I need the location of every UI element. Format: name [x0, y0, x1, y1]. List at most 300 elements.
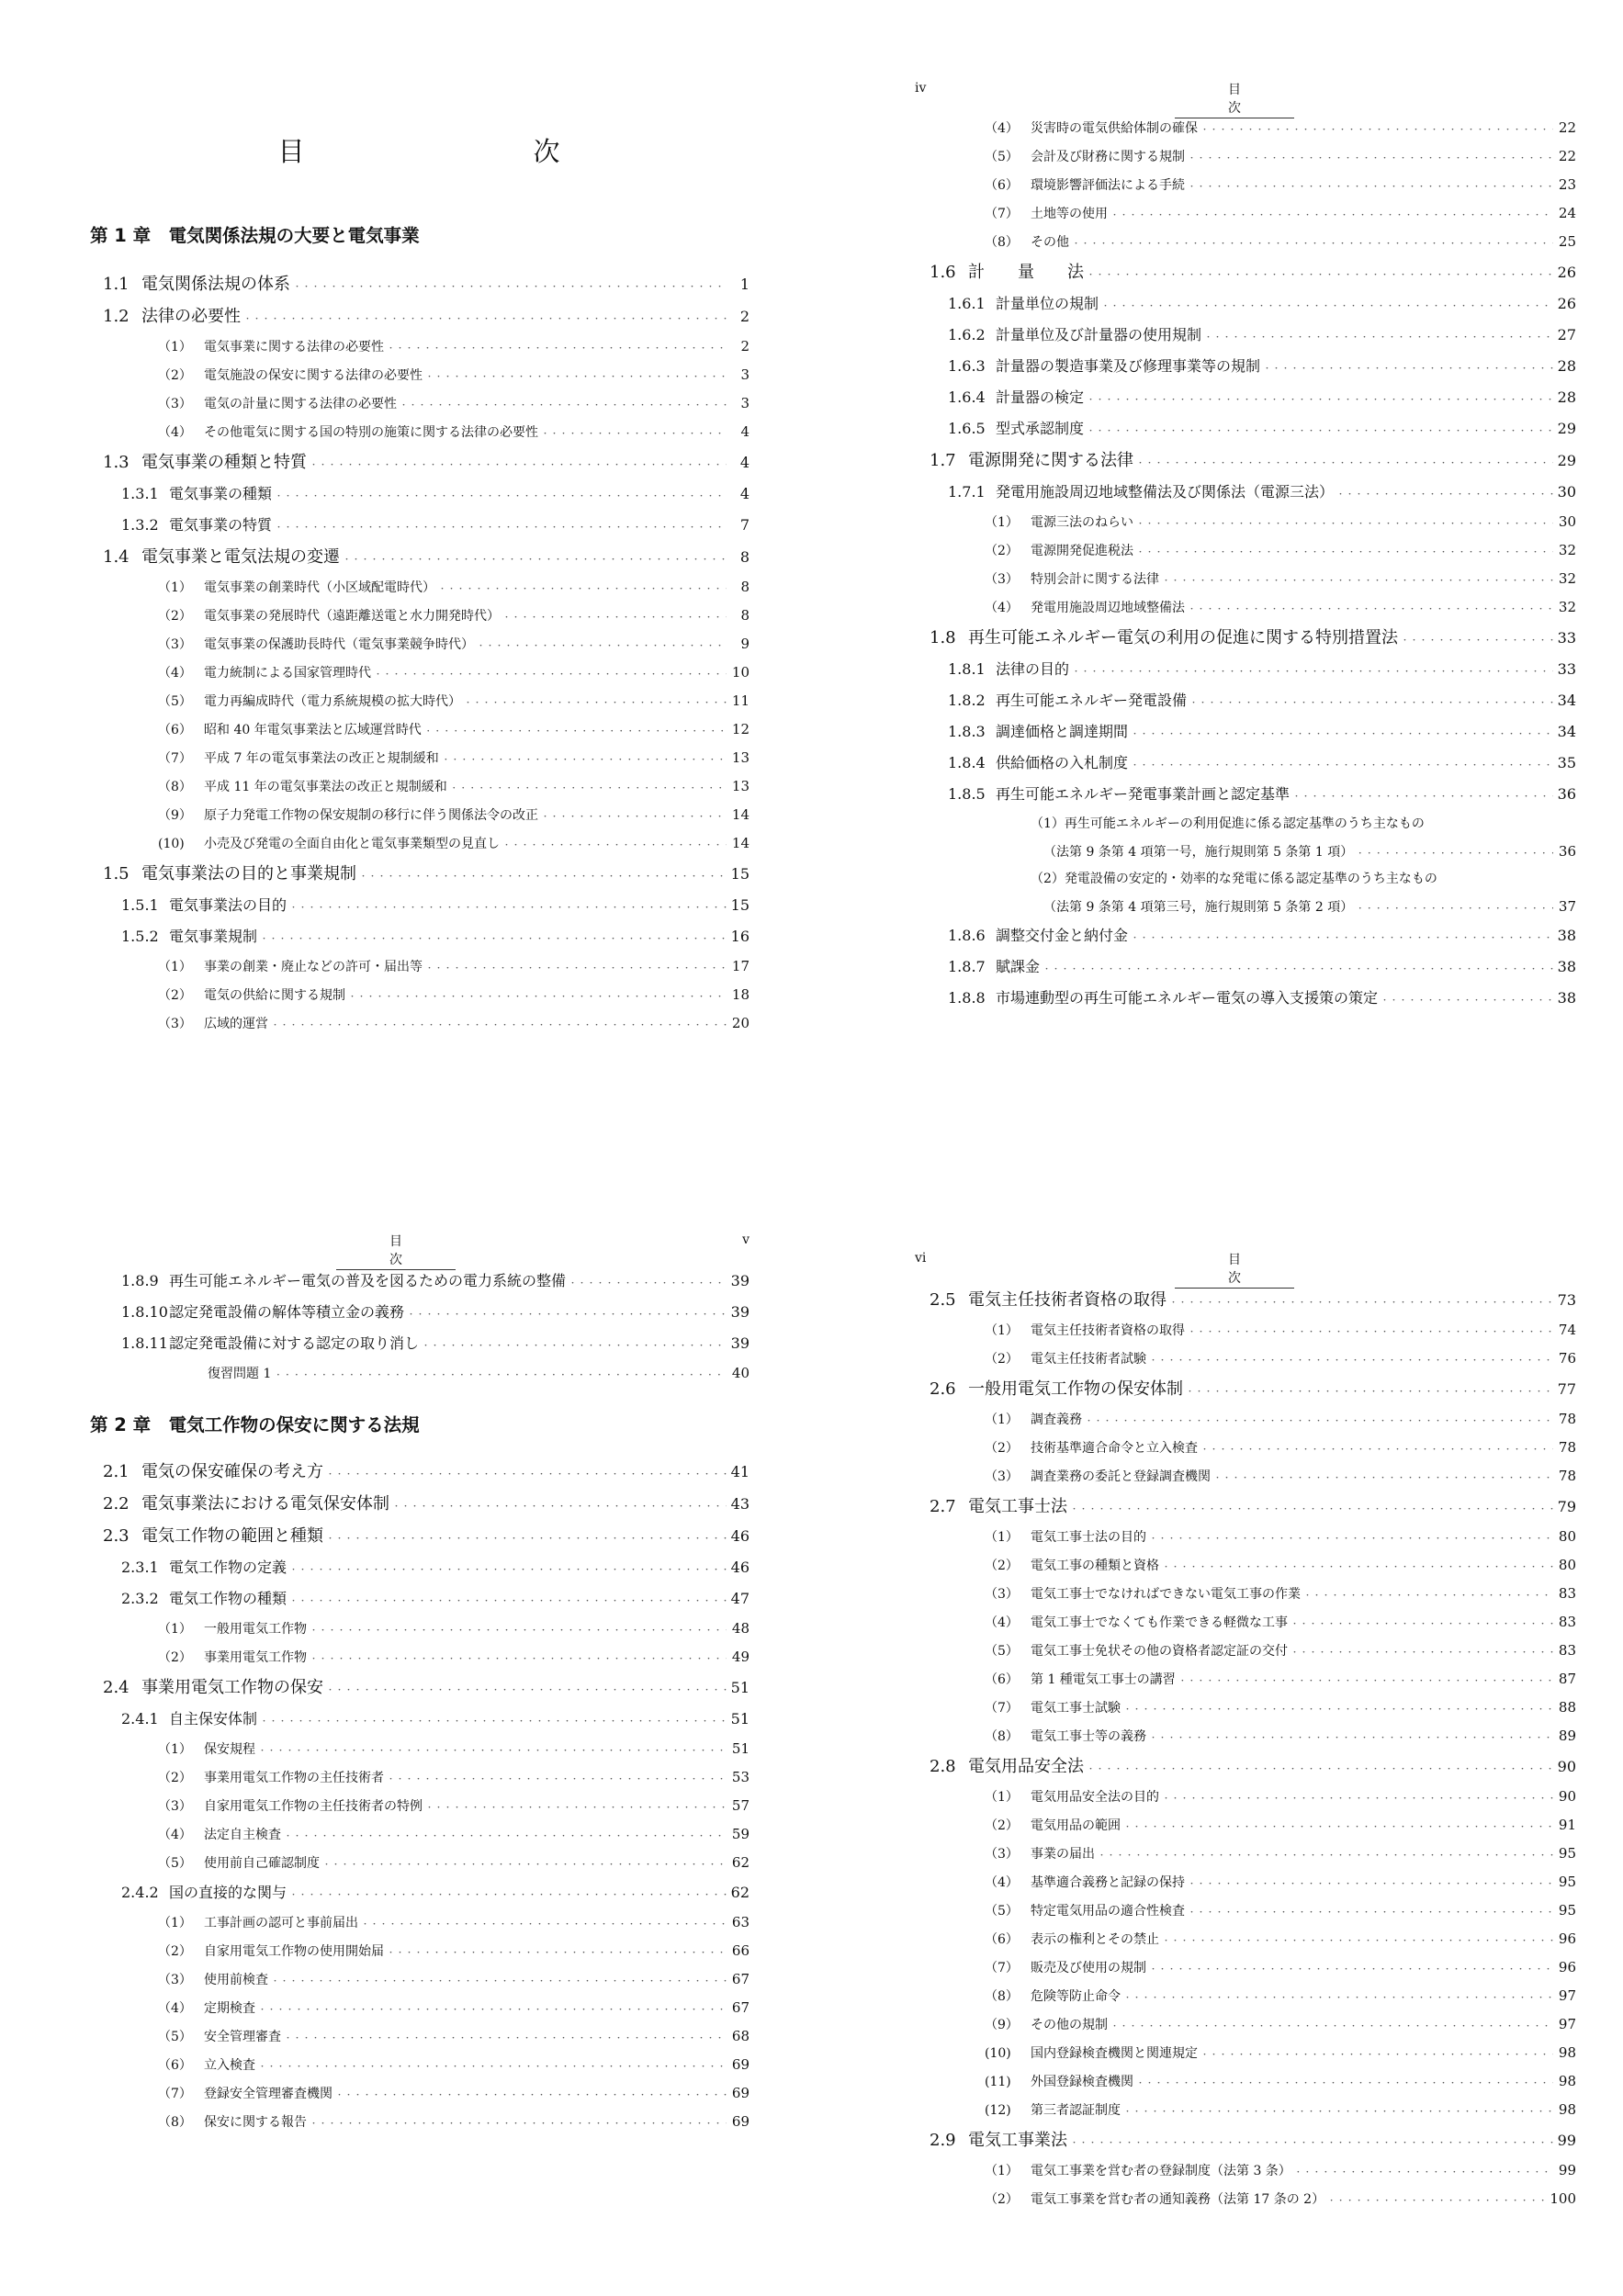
toc-entry-title: 再生可能エネルギーの利用促進に係る認定基準のうち主なもの	[1064, 816, 1425, 831]
toc-entry-page: 17	[731, 958, 750, 974]
toc-list	[88, 268, 750, 1038]
toc-entry-page: 12	[731, 721, 750, 737]
toc-entry-title: 販売及び使用の規制	[1031, 1961, 1146, 1975]
page-number: iv	[915, 81, 927, 96]
toc-entry-title: 法定自主検査	[204, 1828, 281, 1842]
toc-entry-page: 36	[1558, 843, 1576, 860]
toc-entry-label	[158, 2052, 255, 2080]
toc-entry-label	[948, 951, 1040, 983]
toc-entry-page: 16	[730, 928, 750, 945]
toc-entry-label	[1043, 838, 1353, 866]
toc-entry-label	[985, 566, 1159, 594]
dot-leader	[293, 268, 727, 304]
dot-leader	[502, 602, 727, 633]
toc-entry	[88, 1735, 750, 1763]
toc-entry-title: 調査業務の委託と登録調査機関	[1031, 1469, 1211, 1484]
toc-entry-page: 26	[1557, 295, 1576, 312]
toc-entry-page: 68	[731, 2028, 750, 2044]
toc-entry-label	[985, 1638, 1288, 1666]
toc-entry-label	[121, 890, 287, 921]
toc-entry	[915, 779, 1576, 810]
toc-entry-page: 40	[731, 1365, 750, 1381]
toc-entry	[915, 445, 1576, 477]
toc-entry-title: 電気工事士法	[968, 1497, 1067, 1516]
toc-entry-title: 再生可能エネルギー発電事業計画と認定基準	[996, 785, 1291, 803]
toc-entry-number: （6）	[985, 1672, 1019, 1687]
toc-entry-page: 1	[739, 276, 750, 293]
toc-entry	[915, 810, 1576, 838]
toc-entry-number: （8）	[158, 2115, 192, 2130]
toc-entry-title: 電気用品安全法	[968, 1757, 1084, 1776]
toc-entry-title: 保安規程	[204, 1742, 255, 1757]
toc-entry-label	[103, 858, 356, 890]
toc-entry-number: （4）	[985, 1615, 1019, 1630]
toc-entry-page: 25	[1558, 233, 1576, 250]
toc-entry-label	[158, 2080, 332, 2109]
dot-leader	[326, 1520, 727, 1556]
toc-entry-title: 工事計画の認可と事前届出	[204, 1916, 358, 1930]
toc-entry	[88, 1643, 750, 1671]
dot-leader	[1169, 1284, 1553, 1320]
dot-leader	[348, 982, 727, 1012]
toc-entry-label	[985, 200, 1108, 229]
toc-entry-number: （4）	[985, 601, 1019, 615]
toc-entry	[915, 171, 1576, 199]
toc-entry-number: 2.8	[930, 1757, 956, 1776]
toc-list	[88, 1266, 750, 1388]
toc-entry-label	[985, 594, 1185, 623]
dot-leader	[1123, 2097, 1553, 2127]
toc-entry-number: （5）	[985, 1644, 1019, 1659]
toc-entry-number: 1.7	[930, 451, 956, 470]
toc-entry-title: 登録安全管理審査機関	[204, 2087, 332, 2101]
toc-entry-title: 電気事業と電気法規の変遷	[141, 547, 340, 567]
toc-entry-number: 2.4.1	[121, 1710, 159, 1728]
toc-entry-number: （7）	[158, 2087, 192, 2101]
toc-entry-label	[103, 1520, 323, 1552]
dot-leader	[1123, 1694, 1553, 1725]
toc-entry-label	[103, 446, 307, 478]
toc-entry-title: 一般用電気工作物の保安体制	[968, 1379, 1183, 1399]
toc-entry-page: 89	[1558, 1728, 1576, 1744]
toc-entry-title: 調査義務	[1031, 1412, 1082, 1427]
toc-entry	[88, 478, 750, 510]
toc-entry-page: 34	[1557, 692, 1576, 709]
toc-entry-title: 事業用電気工作物	[204, 1650, 307, 1665]
toc-entry	[88, 1615, 750, 1643]
toc-entry-label	[103, 1488, 389, 1520]
toc-entry	[915, 382, 1576, 413]
toc-list	[915, 114, 1576, 1014]
toc-entry	[915, 1405, 1576, 1434]
toc-entry-number: （3）	[158, 397, 192, 411]
toc-entry	[88, 573, 750, 602]
toc-entry-number: （5）	[158, 1856, 192, 1871]
toc-entry	[915, 228, 1576, 256]
toc-entry	[915, 256, 1576, 288]
toc-entry-number: 1.5.2	[121, 928, 159, 945]
toc-entry-page: 11	[731, 692, 750, 709]
toc-entry-page: 69	[731, 2113, 750, 2130]
running-header	[88, 1232, 750, 1267]
toc-entry-number: 2.2	[103, 1494, 130, 1514]
toc-entry-page: 13	[731, 778, 750, 794]
toc-entry-title: 基準適合義務と記録の保持	[1031, 1875, 1185, 1890]
toc-entry-number: （2）	[158, 609, 192, 624]
toc-entry	[915, 1580, 1576, 1608]
toc-entry-page: 32	[1558, 570, 1576, 587]
toc-entry-label	[985, 1317, 1185, 1345]
toc-entry	[88, 300, 750, 332]
toc-entry-page: 32	[1558, 599, 1576, 615]
toc-entry-number: 1.8	[930, 628, 956, 647]
toc-entry	[88, 1965, 750, 1994]
toc-entry-label	[930, 1750, 1084, 1783]
toc-entry-page: 98	[1558, 2044, 1576, 2061]
toc-entry-page: 3	[740, 395, 750, 411]
toc-entry-page: 83	[1558, 1642, 1576, 1659]
toc-entry-title: 電気主任技術者資格の取得	[968, 1290, 1167, 1310]
toc-entry-title: 計量器の検定	[996, 388, 1085, 406]
toc-entry-label	[158, 1736, 255, 1764]
dot-leader	[1162, 1784, 1553, 1814]
toc-entry-number: （1）	[158, 580, 192, 595]
toc-entry-number: (12)	[985, 2103, 1011, 2118]
toc-entry-number: 2.3	[103, 1526, 130, 1546]
toc-entry-title: 電気工事業法	[968, 2131, 1067, 2150]
dot-leader	[1123, 1812, 1553, 1842]
toc-entry-label	[948, 983, 1378, 1014]
toc-entry-number: （3）	[158, 1017, 192, 1031]
toc-entry-title: 電気工作物の定義	[169, 1559, 287, 1576]
toc-entry	[915, 413, 1576, 445]
toc-entry-title: 電源開発に関する法律	[968, 451, 1133, 470]
toc-entry-label	[158, 688, 461, 716]
toc-page-4	[915, 1251, 1576, 2213]
toc-entry-number: （7）	[985, 1961, 1019, 1975]
toc-entry-number: 1.8.10	[121, 1303, 168, 1321]
toc-entry-number: （6）	[158, 2058, 192, 2073]
toc-entry-page: 32	[1558, 542, 1576, 558]
toc-entry-title: （法第 9 条第 4 項第三号，施行規則第 5 条第 2 項）	[1043, 900, 1354, 915]
toc-entry-label	[985, 509, 1133, 537]
toc-entry-title: 電気主任技術者試験	[1031, 1352, 1146, 1367]
toc-entry-number: 1.8.5	[948, 785, 986, 803]
toc-entry-number: 1.8.8	[948, 989, 986, 1007]
dot-leader	[392, 1488, 727, 1524]
toc-entry-number: （2）	[158, 1650, 192, 1665]
dot-leader	[1110, 2011, 1553, 2042]
toc-entry-page: 4	[739, 485, 750, 502]
toc-entry-title: 事業の創業・廃止などの許可・届出等	[204, 960, 423, 974]
toc-entry	[915, 2185, 1576, 2213]
dot-leader	[258, 1736, 727, 1766]
dot-leader	[1200, 1435, 1553, 1465]
toc-entry-page: 62	[730, 1884, 750, 1901]
toc-entry-title: 再生可能エネルギー発電設備	[996, 692, 1188, 709]
dot-leader	[258, 1995, 727, 2025]
toc-entry	[88, 1456, 750, 1488]
toc-entry	[88, 332, 750, 361]
toc-entry-page: 87	[1558, 1671, 1576, 1687]
page-number: v	[742, 1232, 750, 1247]
toc-entry	[915, 1345, 1576, 1373]
dot-leader	[1098, 1840, 1553, 1871]
dot-leader	[400, 390, 727, 421]
toc-entry-number: （2）	[985, 1352, 1019, 1367]
toc-entry-page: 83	[1558, 1585, 1576, 1602]
toc-entry-title: 外国登録検査機関	[1031, 2075, 1133, 2089]
toc-entry	[88, 687, 750, 715]
toc-entry-label	[985, 2040, 1198, 2068]
toc-entry-number: （1）	[985, 2164, 1019, 2178]
toc-entry	[915, 1284, 1576, 1316]
toc-entry-title: 電気の供給に関する規制	[204, 988, 345, 1003]
dot-leader	[359, 858, 727, 894]
dot-leader	[1043, 951, 1553, 985]
toc-entry	[915, 2096, 1576, 2124]
toc-entry-label	[985, 1609, 1288, 1638]
dot-leader	[1131, 716, 1553, 750]
toc-entry	[88, 1583, 750, 1615]
toc-entry-page: 96	[1558, 1959, 1576, 1975]
toc-entry	[88, 602, 750, 630]
toc-entry-label	[948, 477, 1334, 508]
toc-entry-label	[985, 115, 1198, 143]
dot-leader	[425, 362, 727, 392]
dot-leader	[1204, 320, 1553, 354]
dot-leader	[1381, 983, 1553, 1017]
toc-entry-page: 100	[1550, 2190, 1576, 2207]
toc-entry-label	[158, 390, 397, 419]
toc-entry-page: 59	[731, 1826, 750, 1842]
toc-entry	[88, 981, 750, 1009]
dot-leader	[1188, 1869, 1553, 1899]
toc-entry-number: （2）	[158, 988, 192, 1003]
dot-leader	[502, 830, 727, 861]
toc-entry	[915, 1491, 1576, 1523]
toc-entry-label	[930, 1491, 1067, 1523]
toc-entry-page: 9	[740, 636, 750, 652]
toc-entry-label	[985, 1345, 1146, 1374]
header-title: 目 次	[1175, 1251, 1294, 1289]
toc-entry-title: 賦課金	[996, 958, 1041, 975]
toc-entry-number: 2.5	[930, 1290, 956, 1310]
toc-entry-page: 95	[1558, 1874, 1576, 1890]
toc-entry-page: 69	[731, 2056, 750, 2073]
toc-entry-number: （8）	[158, 780, 192, 794]
toc-entry-title: 災害時の電気供給体制の確保	[1031, 121, 1198, 136]
toc-entry-label	[930, 1373, 1183, 1405]
toc-entry-label	[121, 1704, 257, 1735]
toc-entry-number: （4）	[158, 1828, 192, 1842]
toc-entry-page: 98	[1558, 2101, 1576, 2118]
toc-entry-title: 電気事業法の目的	[169, 896, 287, 914]
toc-entry-label	[985, 1812, 1121, 1840]
toc-entry-page: 78	[1558, 1439, 1576, 1456]
toc-entry	[915, 1953, 1576, 1982]
toc-entry-page: 97	[1558, 1987, 1576, 2004]
toc-entry-title: 電力統制による国家管理時代	[204, 666, 371, 681]
toc-main-title: 目 次	[277, 136, 661, 167]
toc-entry-number: （2）	[985, 1441, 1019, 1456]
toc-entry-page: 4	[739, 454, 750, 471]
toc-entry-number: （4）	[985, 1875, 1019, 1890]
dot-leader	[1356, 894, 1553, 923]
toc-entry	[88, 510, 750, 541]
dot-leader	[438, 574, 727, 604]
toc-entry-label	[121, 921, 257, 952]
toc-entry-title: （法第 9 条第 4 項第一号，施行規則第 5 条第 1 項）	[1043, 845, 1354, 860]
toc-entry-number: （2）	[985, 2192, 1019, 2207]
toc-entry-number: （2）	[158, 1944, 192, 1959]
toc-entry-title: 供給価格の入札制度	[996, 754, 1129, 771]
toc-entry-title: 危険等防止命令	[1031, 1989, 1121, 2004]
toc-entry-label	[948, 920, 1128, 951]
toc-entry-page: 18	[731, 986, 750, 1003]
toc-entry-title: 定期検査	[204, 2001, 255, 2016]
toc-entry-page: 41	[730, 1463, 750, 1480]
dot-leader	[464, 688, 727, 718]
toc-entry-number: 1.8.1	[948, 660, 986, 678]
toc-entry-label	[985, 1463, 1211, 1491]
toc-entry-page: 80	[1558, 1557, 1576, 1573]
toc-entry-title: 平成 11 年の電気事業法の改正と規制緩和	[204, 780, 447, 794]
toc-entry-number: （1）	[158, 1916, 192, 1930]
dot-leader	[335, 2080, 727, 2110]
toc-entry	[915, 1637, 1576, 1665]
toc-entry-label	[985, 143, 1185, 172]
dot-leader	[1162, 1552, 1553, 1582]
toc-entry	[915, 1811, 1576, 1840]
toc-entry-title: 国内登録検査機関と関連規定	[1031, 2046, 1198, 2061]
toc-entry-label	[1031, 865, 1437, 893]
toc-entry-number: 1.8.6	[948, 927, 986, 944]
running-header	[915, 81, 1576, 116]
toc-entry	[88, 715, 750, 744]
toc-entry-label	[158, 1010, 268, 1039]
dot-leader	[1087, 256, 1553, 292]
toc-entry-label	[930, 1284, 1167, 1316]
toc-entry	[915, 1925, 1576, 1953]
toc-entry-title: 特別会計に関する法律	[1031, 572, 1159, 587]
toc-entry	[915, 2010, 1576, 2039]
toc-entry	[915, 983, 1576, 1014]
dot-leader	[374, 659, 727, 690]
toc-entry-title: 土地等の使用	[1031, 207, 1108, 221]
toc-entry-page: 2	[740, 338, 750, 355]
toc-entry	[88, 541, 750, 573]
toc-entry	[88, 829, 750, 858]
toc-entry	[88, 952, 750, 981]
header-title: 目 次	[1175, 81, 1294, 118]
toc-entry-title: 型式承認制度	[996, 420, 1085, 437]
toc-entry-label	[158, 953, 423, 982]
toc-entry	[915, 2039, 1576, 2067]
toc-entry-page: 49	[731, 1649, 750, 1665]
toc-entry-page: 39	[730, 1272, 750, 1289]
toc-entry	[915, 1896, 1576, 1925]
toc-entry	[88, 921, 750, 952]
toc-entry-title: 電気事業法における電気保安体制	[141, 1494, 389, 1514]
toc-entry-page: 74	[1558, 1322, 1576, 1338]
toc-entry-label	[985, 1524, 1146, 1552]
toc-entry	[915, 2156, 1576, 2185]
toc-entry-page: 8	[739, 548, 750, 566]
toc-entry	[915, 351, 1576, 382]
dot-leader	[289, 1583, 727, 1617]
toc-entry-number: （4）	[158, 425, 192, 440]
dot-leader	[326, 1456, 727, 1491]
toc-entry-number: 1.8.9	[121, 1272, 159, 1289]
toc-entry-page: 14	[731, 835, 750, 851]
toc-entry-label	[158, 830, 500, 859]
toc-entry	[915, 1840, 1576, 1868]
toc-entry	[88, 1908, 750, 1937]
toc-entry-page: 69	[731, 2085, 750, 2101]
toc-entry-number: （8）	[985, 235, 1019, 250]
toc-entry-number: （2）	[985, 1818, 1019, 1833]
toc-entry-label	[158, 1644, 307, 1672]
toc-entry-page: 99	[1558, 2162, 1576, 2178]
toc-entry-number: （6）	[985, 178, 1019, 193]
dot-leader	[1087, 413, 1553, 447]
toc-entry	[88, 1671, 750, 1704]
dot-leader	[310, 2109, 727, 2139]
toc-entry-label	[158, 2109, 307, 2137]
toc-entry	[915, 920, 1576, 951]
toc-entry-title: 発電用施設周辺地域整備法及び関係法（電源三法）	[996, 483, 1335, 501]
toc-entry-label	[158, 574, 435, 602]
toc-entry-page: 29	[1557, 452, 1576, 469]
toc-entry-title: 自家用電気工作物の主任技術者の特例	[204, 1799, 423, 1814]
toc-entry-page: 90	[1558, 1788, 1576, 1805]
toc-entry-number: 1.8.7	[948, 958, 986, 975]
toc-entry-page: 39	[730, 1303, 750, 1321]
toc-entry-number: （4）	[158, 666, 192, 681]
toc-entry-title: 電気の保安確保の考え方	[141, 1462, 323, 1481]
toc-entry-title: 事業の届出	[1031, 1847, 1095, 1862]
toc-entry-label	[948, 748, 1128, 779]
toc-entry-label	[985, 1581, 1301, 1609]
toc-page-2	[915, 81, 1576, 1014]
toc-entry	[88, 1359, 750, 1388]
dot-leader	[1213, 1463, 1553, 1493]
toc-entry-page: 29	[1557, 420, 1576, 437]
toc-entry	[915, 1982, 1576, 2010]
toc-entry-title: 電気工事業を営む者の登録制度（法第 3 条）	[1031, 2164, 1291, 2178]
toc-entry-number: （2）	[1031, 872, 1065, 886]
toc-entry-number: 2.1	[103, 1462, 130, 1481]
dot-leader	[1327, 2186, 1547, 2216]
toc-entry	[915, 1722, 1576, 1750]
toc-entry	[915, 142, 1576, 171]
toc-entry	[88, 1328, 750, 1359]
dot-leader	[361, 1909, 727, 1940]
toc-entry-label	[985, 229, 1069, 257]
toc-entry-page: 53	[731, 1769, 750, 1785]
toc-entry-label	[158, 773, 447, 802]
toc-entry-page: 27	[1557, 326, 1576, 343]
chapter-2-heading: 第 2 章 電気工作物の保安に関する法規	[90, 1414, 420, 1435]
dot-leader	[1070, 1491, 1553, 1526]
toc-entry-number: （1）	[985, 515, 1019, 530]
toc-entry-label	[985, 1552, 1159, 1581]
toc-entry	[915, 1868, 1576, 1896]
toc-entry-page: 15	[730, 865, 750, 883]
toc-entry-page: 62	[731, 1854, 750, 1871]
dot-leader	[1136, 445, 1553, 480]
